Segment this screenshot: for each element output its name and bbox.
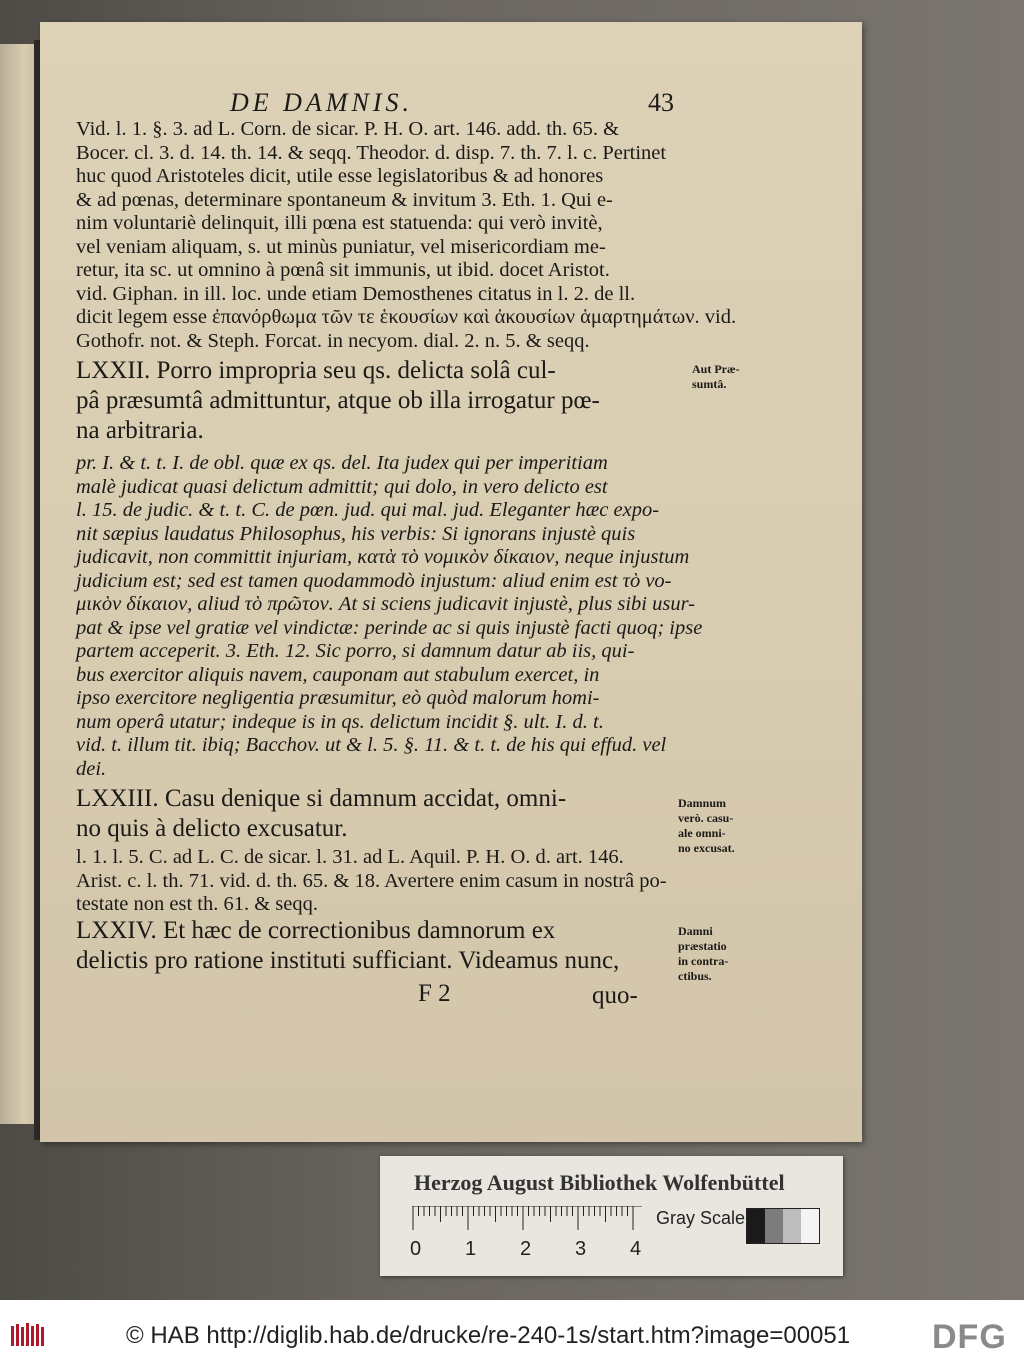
- ruler-scale: [412, 1206, 642, 1232]
- margin-line: Damni: [678, 924, 713, 938]
- ruler-numbers: [410, 1238, 640, 1262]
- hab-logo-icon: [10, 1322, 46, 1348]
- thesis-72: [76, 356, 681, 446]
- margin-line: Aut Præ-: [692, 362, 740, 376]
- margin-note-3: [678, 924, 728, 984]
- text-line: vid. t. illum tit. ibiq; Bacchov. ut & l. 5. §. 11. & t. t. de his qui effud. vel: [76, 734, 667, 756]
- text-line: l. 1. l. 5. C. ad L. C. de sicar. l. 31. ad L. Aquil. P. H. O. d. art. 146.: [76, 846, 624, 868]
- paragraph-1: [76, 118, 737, 353]
- gray-scale-swatches: [746, 1208, 820, 1244]
- text-line: LXXIII. Casu denique si damnum accidat, omni-: [76, 785, 567, 812]
- text-line: Arist. c. l. th. 71. vid. d. th. 65. & 18. Avertere enim casum in nostrâ po-: [76, 869, 667, 892]
- text-line: Vid. l. 1. §. 3. ad L. Corn. de sicar. P. H. O. art. 146. add. th. 65. &: [76, 118, 620, 140]
- text-line: bus exercitor aliquis navem, cauponam aut stabulum exercet, in: [76, 663, 600, 686]
- text-line: partem acceperit. 3. Eth. 12. Sic porro, si damnum datur ab iis, qui-: [76, 640, 635, 662]
- color-reference-card: [380, 1156, 843, 1276]
- margin-line: ctibus.: [678, 969, 712, 983]
- ruler-number: 0: [410, 1238, 422, 1260]
- text-line: delictis pro ratione instituti sufficiant. Videamus nunc,: [76, 947, 620, 974]
- text-line: pat & ipse vel gratiæ vel vindictæ: perinde ac si quis injustè facti quoq; ipse: [76, 616, 703, 639]
- text-line: nim voluntariè delinquit, illi pœna est statuenda: qui verò invitè,: [76, 212, 603, 234]
- text-line: pâ præsumtâ admittuntur, atque ob illa irrogatur pœ-: [76, 387, 600, 414]
- text-line: l. 15. de judic. & t. t. C. de pœn. jud. qui mal. jud. Eleganter hæc expo-: [76, 499, 660, 521]
- margin-line: verò. casu-: [678, 811, 734, 825]
- margin-note-1: [692, 362, 740, 392]
- swatch-black: [747, 1209, 765, 1243]
- margin-line: ale omni-: [678, 826, 726, 840]
- thesis-73: [76, 784, 681, 844]
- margin-line: Damnum: [678, 796, 727, 810]
- text-line: dicit legem esse ἐπανόρθωμα τῶν τε ἑκουσίων καὶ ἀκουσίων ἁμαρτημάτων. vid.: [76, 306, 737, 328]
- text-line: pr. I. & t. t. I. de obl. quæ ex qs. del. Ita judex qui per imperitiam: [76, 452, 608, 474]
- swatch-light-gray: [783, 1209, 801, 1243]
- page-number: 43: [648, 88, 674, 117]
- swatch-dark-gray: [765, 1209, 783, 1243]
- text-line: nit sæpius laudatus Philosophus, his verbis: Si ignorans injustè quis: [76, 522, 636, 545]
- dfg-logo: DFG: [932, 1318, 1007, 1356]
- swatch-white: [801, 1209, 819, 1243]
- card-title: Herzog August Bibliothek Wolfenbüttel: [414, 1170, 785, 1195]
- text-line: num operâ utatur; indeque is in qs. delictum incidit §. ult. I. d. t.: [76, 710, 604, 733]
- paragraph-2: [76, 452, 703, 781]
- catchword: quo-: [592, 982, 638, 1009]
- copyright-link[interactable]: © HAB http://diglib.hab.de/drucke/re-240-1s/start.htm?image=00051: [126, 1322, 851, 1349]
- margin-note-2: [678, 796, 735, 856]
- text-line: huc quod Aristoteles dicit, utile esse legislatoribus & ad honores: [76, 165, 604, 187]
- text-line: ipso exercitore negligentia præsumitur, eò quòd malorum homi-: [76, 687, 600, 709]
- text-line: & ad pœnas, determinare spontaneum & invitum 3. Eth. 1. Qui e-: [76, 188, 613, 211]
- text-line: malè judicat quasi delictum admittit; qui dolo, in vero delicto est: [76, 475, 608, 498]
- margin-line: sumtâ.: [692, 377, 727, 391]
- paragraph-3: [76, 846, 681, 917]
- margin-line: no excusat.: [678, 841, 735, 855]
- text-line: μικὸν δίκαιον, aliud τὸ πρῶτον. At si sciens judicavit injustè, plus sibi usur-: [76, 593, 695, 615]
- margin-line: præstatio: [678, 939, 727, 953]
- thesis-74: [76, 916, 681, 976]
- text-line: testate non est th. 61. & seqq.: [76, 893, 318, 915]
- text-line: no quis à delicto excusatur.: [76, 815, 348, 842]
- text-line: Bocer. cl. 3. d. 14. th. 14. & seqq. Theodor. d. disp. 7. th. 7. l. c. Pertinet: [76, 141, 667, 164]
- text-line: LXXIV. Et hæc de correctionibus damnorum ex: [76, 917, 556, 944]
- text-line: vid. Giphan. in ill. loc. unde etiam Demosthenes citatus in l. 2. de ll.: [76, 282, 636, 305]
- margin-line: in contra-: [678, 954, 729, 968]
- signature-mark: F 2: [418, 980, 451, 1007]
- ruler-number: 2: [520, 1238, 532, 1260]
- text-line: vel veniam aliquam, s. ut minùs puniatur, vel misericordiam me-: [76, 235, 606, 258]
- text-line: judicavit, non committit injuriam, κατὰ τὸ νομικὸν δίκαιον, neque injustum: [76, 546, 690, 568]
- ruler-number: 1: [465, 1238, 477, 1260]
- text-line: LXXII. Porro impropria seu qs. delicta solâ cul-: [76, 357, 556, 384]
- ruler-number: 4: [630, 1238, 642, 1260]
- running-header: DE DAMNIS.: [230, 88, 413, 117]
- ruler-number: 3: [575, 1238, 587, 1260]
- text-line: judicium est; sed est tamen quodammodò injustum: aliud enim est τὸ νο-: [76, 569, 672, 592]
- text-line: retur, ita sc. ut omnino à pœnâ sit immunis, ut ibid. docet Aristot.: [76, 259, 610, 281]
- text-line: Gothofr. not. & Steph. Forcat. in necyom. dial. 2. n. 5. & seqq.: [76, 329, 590, 352]
- text-line: na arbitraria.: [76, 417, 204, 444]
- gray-scale-label: Gray Scale: [656, 1208, 746, 1228]
- text-line: dei.: [76, 757, 107, 780]
